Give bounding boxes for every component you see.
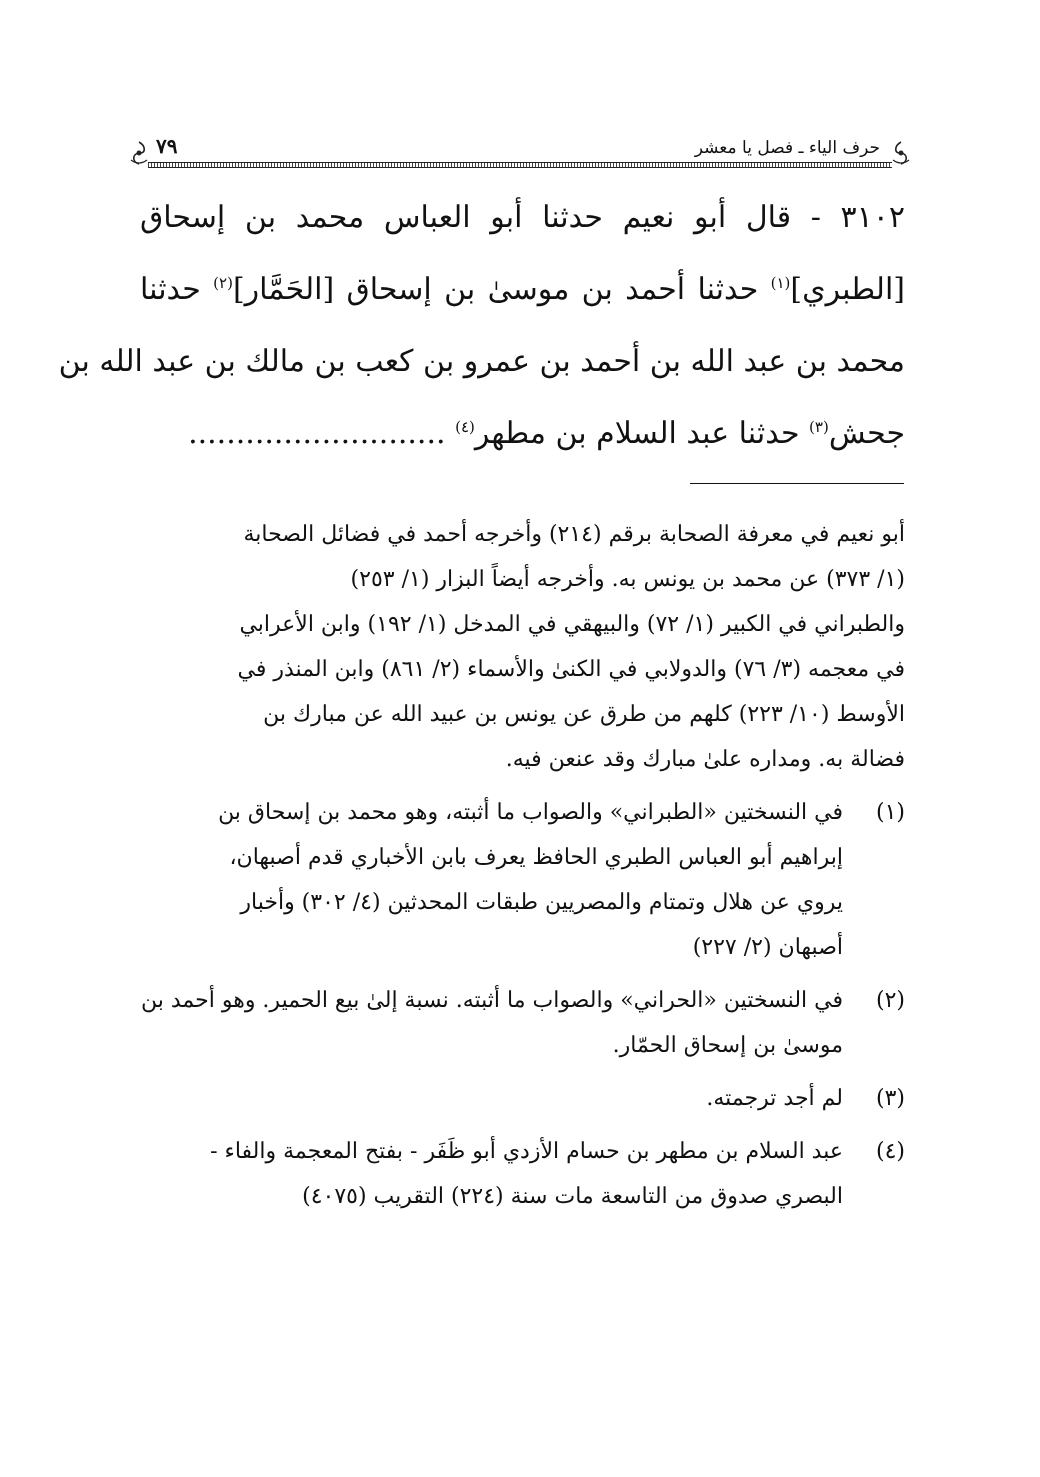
footnote-ref: (٢) xyxy=(213,274,233,292)
footnote-separator xyxy=(690,483,904,484)
footnote-number: (٤) xyxy=(875,1139,905,1164)
running-header xyxy=(128,128,912,172)
footnote-ref: (١) xyxy=(770,274,791,292)
main-line xyxy=(140,398,905,470)
footnote-line: والطبراني في الكبير (١/ ٧٢) والبيهقي في المدخل (١/ ١٩٢) وابن الأعرابي xyxy=(239,612,905,637)
footnote-3 xyxy=(140,1076,905,1121)
footnote-line: في النسختين «الحراني» والصواب ما أثبته. نسبة إلىٰ بيع الحمير. وهو أحمد بن xyxy=(141,988,843,1013)
main-segment: حدثنا أحمد بن موسىٰ بن إسحاق [الحَمَّار] xyxy=(232,272,771,307)
footnote-1 xyxy=(140,790,905,970)
footnote-line: فضالة به. ومداره علىٰ مبارك وقد عنعن فيه. xyxy=(505,747,905,772)
hadith-text xyxy=(58,182,905,470)
header-rule xyxy=(148,162,892,168)
ornament-icon xyxy=(128,140,150,166)
footnote-number: (٣) xyxy=(875,1086,905,1111)
footnote-line: أصبهان (٢/ ٢٢٧) xyxy=(692,935,843,960)
main-segment: [الطبري] xyxy=(790,272,905,307)
ornament-icon xyxy=(890,140,912,166)
main-line xyxy=(140,254,905,326)
footnote-2 xyxy=(140,978,905,1068)
page-number: ٧٩ xyxy=(156,134,178,158)
footnote-number: (١) xyxy=(875,800,905,825)
footnote-4 xyxy=(140,1129,905,1219)
footnote-line: البصري صدوق من التاسعة مات سنة (٢٢٤) التقريب (٤٠٧٥) xyxy=(302,1184,843,1209)
main-segment: جحش xyxy=(828,416,905,451)
footnote-line: إبراهيم أبو العباس الطبري الحافظ يعرف بابن الأخباري قدم أصبهان، xyxy=(229,845,843,870)
footnotes xyxy=(140,512,905,1219)
main-line: محمد بن عبد الله بن أحمد بن عمرو بن كعب بن مالك بن عبد الله بن xyxy=(58,344,905,379)
footnote-ref: (٤) xyxy=(455,418,475,436)
main-segment: ........................... xyxy=(188,416,456,451)
footnote-line: أبو نعيم في معرفة الصحابة برقم (٢١٤) وأخرجه أحمد في فضائل الصحابة xyxy=(243,522,905,547)
footnote-ref: (٣) xyxy=(809,418,829,436)
footnote-line: الأوسط (١٠/ ٢٢٣) كلهم من طرق عن يونس بن عبيد الله عن مبارك بن xyxy=(263,702,905,727)
footnote-number: (٢) xyxy=(875,988,905,1013)
main-line: ٣١٠٢ - قال أبو نعيم حدثنا أبو العباس محمد بن إسحاق xyxy=(140,200,905,235)
footnote-line: في النسختين «الطبراني» والصواب ما أثبته، وهو محمد بن إسحاق بن xyxy=(218,800,843,825)
main-segment: حدثنا xyxy=(140,272,214,307)
main-segment: حدثنا عبد السلام بن مطهر xyxy=(474,416,810,451)
footnote-line: عبد السلام بن مطهر بن حسام الأزدي أبو ظَفَر - بفتح المعجمة والفاء - xyxy=(210,1139,843,1164)
footnote-line: يروي عن هلال وتمتام والمصريين طبقات المحدثين (٤/ ٣٠٢) وأخبار xyxy=(240,890,843,915)
footnote-line: (١/ ٣٧٣) عن محمد بن يونس به. وأخرجه أيضاً البزار (١/ ٢٥٣) xyxy=(350,567,905,592)
footnote-line: لم أجد ترجمته. xyxy=(706,1086,843,1111)
footnote-continuation xyxy=(140,512,905,782)
footnote-line: في معجمه (٣/ ٧٦) والدولابي في الكنىٰ والأسماء (٢/ ٨٦١) وابن المنذر في xyxy=(237,657,905,682)
footnote-line: موسىٰ بن إسحاق الحمّار. xyxy=(612,1033,843,1058)
header-title: حرف الياء ـ فصل يا معشر xyxy=(694,138,880,158)
